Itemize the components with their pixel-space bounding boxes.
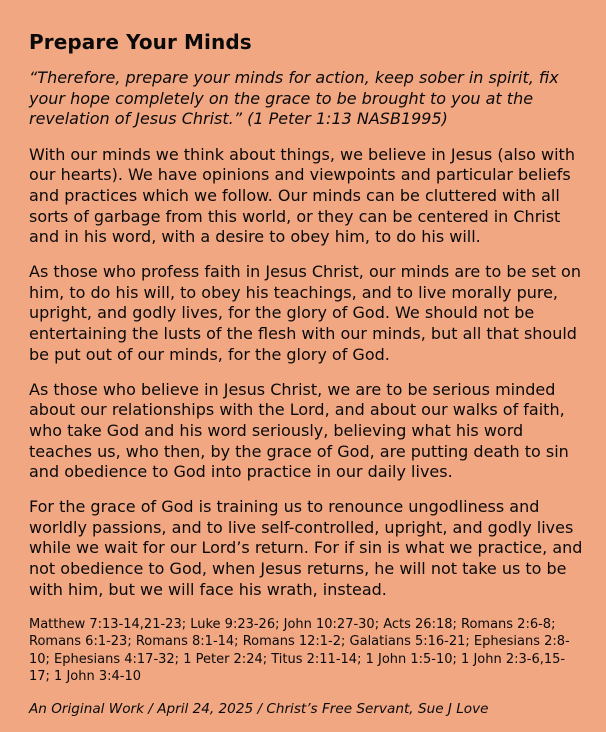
paragraph-4: For the grace of God is training us to renounce ungodliness and worldly passions, and to live self-controlled, upright, and godly lives while we wait for our Lord’s return. For if sin is what we practice, and not obedience to God, when Jesus returns, he will not take us to be with him, but we will face his wrath, instead. xyxy=(29,497,583,599)
scripture-quote: “Therefore, prepare your minds for action, keep sober in spirit, fix your hope completely on the grace to be brought to you at the revelation of Jesus Christ.” (1 Peter 1:13 NASB1995) xyxy=(29,68,559,128)
page-title: Prepare Your Minds xyxy=(29,30,252,54)
paragraph-1: With our minds we think about things, we believe in Jesus (also with our hearts). We have opinions and viewpoints and particular beliefs and practices which we follow. Our minds can be cluttered with all sorts of garbage from this world, or they can be centered in Christ and in his word, with a desire to obey him, to do his will. xyxy=(29,144,575,247)
paragraph-2: As those who profess faith in Jesus Christ, our minds are to be set on him, to do his will, to obey his teachings, and to live morally pure, upright, and godly lives, for the glory of God. We should not be entertaining the lusts of the flesh with our minds, but all that should be put out of our minds, for the glory of God. xyxy=(29,262,581,364)
scripture-references: Matthew 7:13-14,21-23; Luke 9:23-26; John 10:27-30; Acts 26:18; Romans 2:6-8; Romans 6:1-23; Romans 8:1-14; Romans 12:1-2; Galatians 5:16-21; Ephesians 2:8-10; Ephesians 4:17-32; 1 Peter 2:24; Titus 2:11-14; 1 John 1:5-10; 1 John 2:3-6,15-17; 1 John 3:4-10 xyxy=(29,616,570,685)
paragraph-3: As those who believe in Jesus Christ, we are to be serious minded about our relationships with the Lord, and about our walks of faith, who take God and his word seriously, believing what his word teaches us, who then, by the grace of God, are putting death to sin and obedience to God into practice in our daily lives. xyxy=(29,379,569,482)
author-signature: An Original Work / April 24, 2025 / Christ’s Free Servant, Sue J Love xyxy=(29,700,489,717)
